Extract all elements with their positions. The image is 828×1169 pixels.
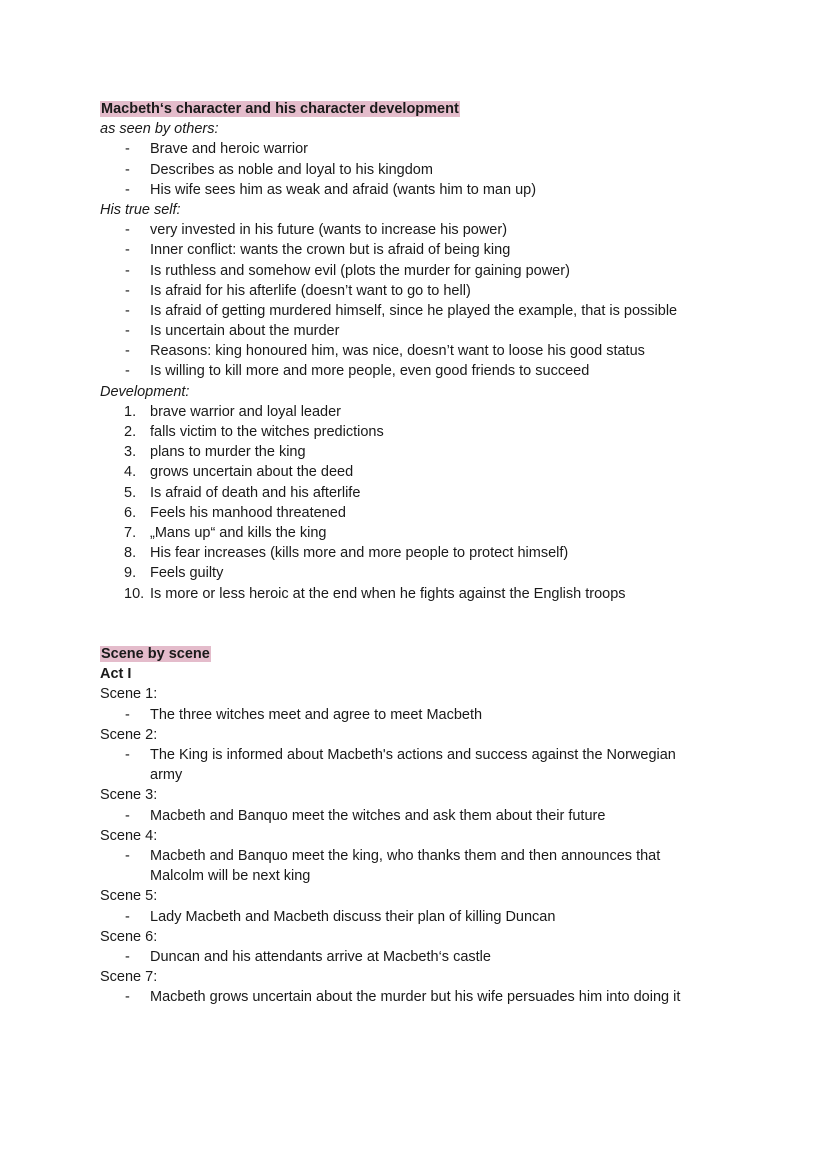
list-item [100,261,740,281]
list-item [100,180,740,200]
bullet-dash: - [125,302,130,319]
bullet-dash: - [125,343,130,360]
list-item-text: His wife sees him as weak and afraid (wants him to man up) [150,181,537,198]
list-item [100,361,740,381]
numbered-item [100,523,740,543]
numbered-item [100,462,740,482]
list-item-text: Is afraid of death and his afterlife [150,484,361,501]
list-item-text: Macbeth grows uncertain about the murder but his wife persuades him into doing it [150,989,681,1006]
bullet-dash: - [125,181,130,198]
item-number: 3. [124,444,137,461]
document-content [100,99,740,1008]
list-item [100,281,740,301]
scene-label: Scene 4: [100,827,158,844]
bullet-dash: - [125,989,130,1006]
list-item-text: „Mans up“ and kills the king [150,524,327,541]
item-number: 9. [124,565,137,582]
bullet-dash: - [125,262,130,279]
section-heading-scenes [100,644,740,664]
item-number: 2. [124,424,137,440]
heading-highlight: Scene by scene [101,646,210,663]
list-item [100,301,740,321]
list-item [100,240,740,260]
list-item-text: His fear increases (kills more and more people to protect himself) [150,545,569,562]
numbered-item [100,563,740,583]
list-item [100,341,740,361]
bullet-dash: - [125,949,130,965]
list-item-text: Duncan and his attendants arrive at Macbeth‘s castle [150,949,491,965]
list-item-text: Macbeth and Banquo meet the king, who thanks them and then announces that Malcolm will be next king [150,848,661,885]
list-item-text: Is willing to kill more and more people, even good friends to succeed [150,363,590,380]
list-item-text: Is afraid for his afterlife (doesn’t want to go to hell) [150,282,471,299]
scenes-list [100,684,740,1007]
bullet-dash: - [125,282,130,299]
section-gap [100,604,740,644]
heading-highlight: Macbeth‘s character and his character development [101,101,459,117]
others-list [100,139,740,200]
bullet-dash: - [125,807,130,824]
list-item-text: Is uncertain about the murder [150,323,340,340]
bullet-dash: - [125,242,130,259]
list-item-text: grows uncertain about the deed [150,464,354,481]
section-heading-character [100,99,740,119]
item-number: 6. [124,504,137,521]
bullet-dash: - [125,848,130,865]
item-number: 5. [124,484,137,501]
list-item [100,806,710,826]
bullet-dash: - [125,161,130,178]
list-item-text: very invested in his future (wants to increase his power) [150,222,508,239]
numbered-item [100,543,740,563]
true-self-list [100,220,740,382]
list-item [100,947,710,967]
list-item [100,160,740,180]
act-heading: Act I [100,666,132,683]
list-item-text: Is afraid of getting murdered himself, since he played the example, that is possible [150,302,678,319]
bullet-dash: - [125,747,130,764]
scene-label: Scene 2: [100,726,158,743]
list-item-text: falls victim to the witches predictions [150,424,384,440]
scene-label: Scene 6: [100,928,158,945]
list-item-text: Lady Macbeth and Macbeth discuss their plan of killing Duncan [150,908,556,925]
scene-label: Scene 7: [100,969,158,986]
bullet-dash: - [125,908,130,925]
list-item [100,745,710,785]
list-item-text: Reasons: king honoured him, was nice, doesn’t want to loose his good status [150,343,645,360]
list-item-text: Inner conflict: wants the crown but is afraid of being king [150,242,511,259]
list-item-text: The King is informed about Macbeth's actions and success against the Norwegian army [150,747,676,784]
list-item-text: plans to murder the king [150,444,306,461]
item-number: 10. [124,585,145,602]
list-item-text: Feels his manhood threatened [150,504,346,521]
subheading-true-self: His true self: [100,201,181,218]
list-item [100,907,710,927]
numbered-item [100,483,740,503]
scene-label: Scene 3: [100,787,158,804]
list-item-text: brave warrior and loyal leader [150,403,342,420]
list-item [100,705,710,725]
development-list [100,402,740,604]
numbered-item [100,422,740,442]
item-number: 1. [124,403,137,420]
list-item [100,139,740,159]
item-number: 4. [124,464,137,481]
numbered-item [100,503,740,523]
numbered-item [100,402,740,422]
list-item-text: The three witches meet and agree to meet Macbeth [150,706,483,723]
bullet-dash: - [125,363,130,380]
subheading-development: Development: [100,383,190,400]
list-item [100,220,740,240]
list-item-text: Describes as noble and loyal to his kingdom [150,161,433,178]
item-number: 7. [124,524,137,541]
list-item [100,987,710,1007]
subheading-others: as seen by others: [100,121,219,138]
numbered-item [100,584,740,604]
bullet-dash: - [125,323,130,340]
list-item-text: Brave and heroic warrior [150,141,308,158]
list-item-text: Macbeth and Banquo meet the witches and ask them about their future [150,807,606,824]
list-item-text: Is more or less heroic at the end when he fights against the English troops [150,585,626,602]
list-item [100,321,740,341]
numbered-item [100,442,740,462]
bullet-dash: - [125,141,130,158]
list-item-text: Feels guilty [150,565,224,582]
bullet-dash: - [125,222,130,239]
item-number: 8. [124,545,137,562]
list-item [100,846,710,886]
scene-label: Scene 1: [100,686,158,703]
list-item-text: Is ruthless and somehow evil (plots the murder for gaining power) [150,262,570,279]
bullet-dash: - [125,706,130,723]
scene-label: Scene 5: [100,888,158,905]
